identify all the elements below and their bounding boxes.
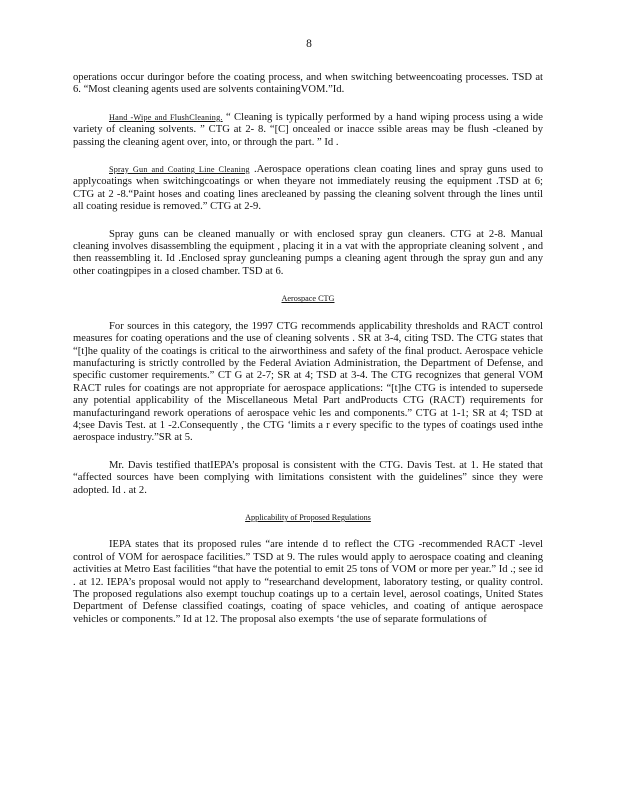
document-body [73, 72, 543, 641]
section-heading-applicability [73, 512, 543, 524]
page-number: 8 [306, 38, 312, 50]
section-heading-text: Aerospace CTG [281, 294, 335, 304]
section-heading-text: Applicability of Proposed Regulations [245, 512, 371, 522]
paragraph: Mr. Davis testified thatIEPA’s proposal is consistent with the CTG. Davis Test. at 1. He stated that “affected sources have been complying with limitations consistent with the guidelines” since they were adopted. Id . at 2. [73, 459, 543, 496]
paragraph: IEPA states that its proposed rules “are intende d to reflect the CTG -recommended RACT -level control of VOM for aerospace facilities.” TSD at 9. The rules would apply to aerospace coating and cleaning activities at Metro East facilities “that have the potential to emit 25 tons of VOM or more per year.” Id .; see id . at 12. IEPA’s proposal would not apply to “researchand development, laboratory testing, or quality control. The proposed regulations also exempt touchup coatings up to a certain level, aerosol coatings, United States Department of Defense classified coatings, coating of space vehicles, and coating of antique aerospace vehicles or components.” Id at 12. The proposal also exempts ‘the use of separate formulations of [73, 539, 543, 625]
subheading-spray-gun: Spray Gun and Coating Line Cleaning [109, 165, 250, 175]
section-heading-aerospace-ctg [73, 293, 543, 305]
paragraph: operations occur duringor before the coating process, and when switching betweencoating processes. TSD at 6. “Most cleaning agents used are solvents containingVOM.”Id. [73, 72, 543, 96]
subheading-hand-wipe: Hand -Wipe and FlushCleaning. [109, 112, 223, 122]
paragraph: For sources in this category, the 1997 CTG recommends applicability thresholds and RACT control measures for coating operations and the use of cleaning solvents . SR at 3-4, citing TSD. The CTG states that “[t]he quality of the coatings is critical to the airworthiness and safety of the final product. Aerospace vehicle manufacturing is strictly controlled by the Federal Aviation Administration, the Department of Defense, and specific customer requirements.” CT G at 2-7; SR at 4; TSD at 3-4. The CTG recognizes that general VOM RACT rules for coatings are not appropriate for aerospace applications: “[t]he CTG is intended to supersede any potential applicability of the Miscellaneous Metal Part andProducts CTG (RACT) requirements for manufacturingand rework operations of aerospace vehic les and components.” CTG at 1-1; SR at 4; TSD at 4;see Davis Test. at 1 -2.Consequently , the CTG ‘limits a r every specific to the types of coatings used inthe aerospace industry.”SR at 5. [73, 320, 543, 444]
paragraph-hand-wipe [73, 112, 543, 149]
paragraph-text: “ Cleaning is typically performed by a hand wiping process using a wide variety of cleaning solvents. ” CTG at 2- 8. “[C] oncealed or inacce ssible areas may be flush -cleaned by passing the cleaning agent over, into, or through the part. ” Id . [73, 111, 543, 148]
paragraph-spray-gun [73, 164, 543, 214]
paragraph-text: .Aerospace operations clean coating lines and spray guns used to applycoatings when switchingcoatings or when theyare not immediately reusing the equipment .TSD at 6; CTG at 2 -8.“Paint hoses and coating lines arecleaned by passing the cleaning solvent through the lines until all coating residue is removed.” CTG at 2-9. [73, 164, 544, 213]
paragraph: Spray guns can be cleaned manually or with enclosed spray gun cleaners. CTG at 2-8. Manual cleaning involves disassembling the equipment , placing it in a vat with the appropriate cleaning solvent , and then reassembling it. Id .Enclosed spray guncleaning pumps a cleaning agent through the spray gun and any other coatingpipes in a closed chamber. TSD at 6. [73, 228, 543, 277]
